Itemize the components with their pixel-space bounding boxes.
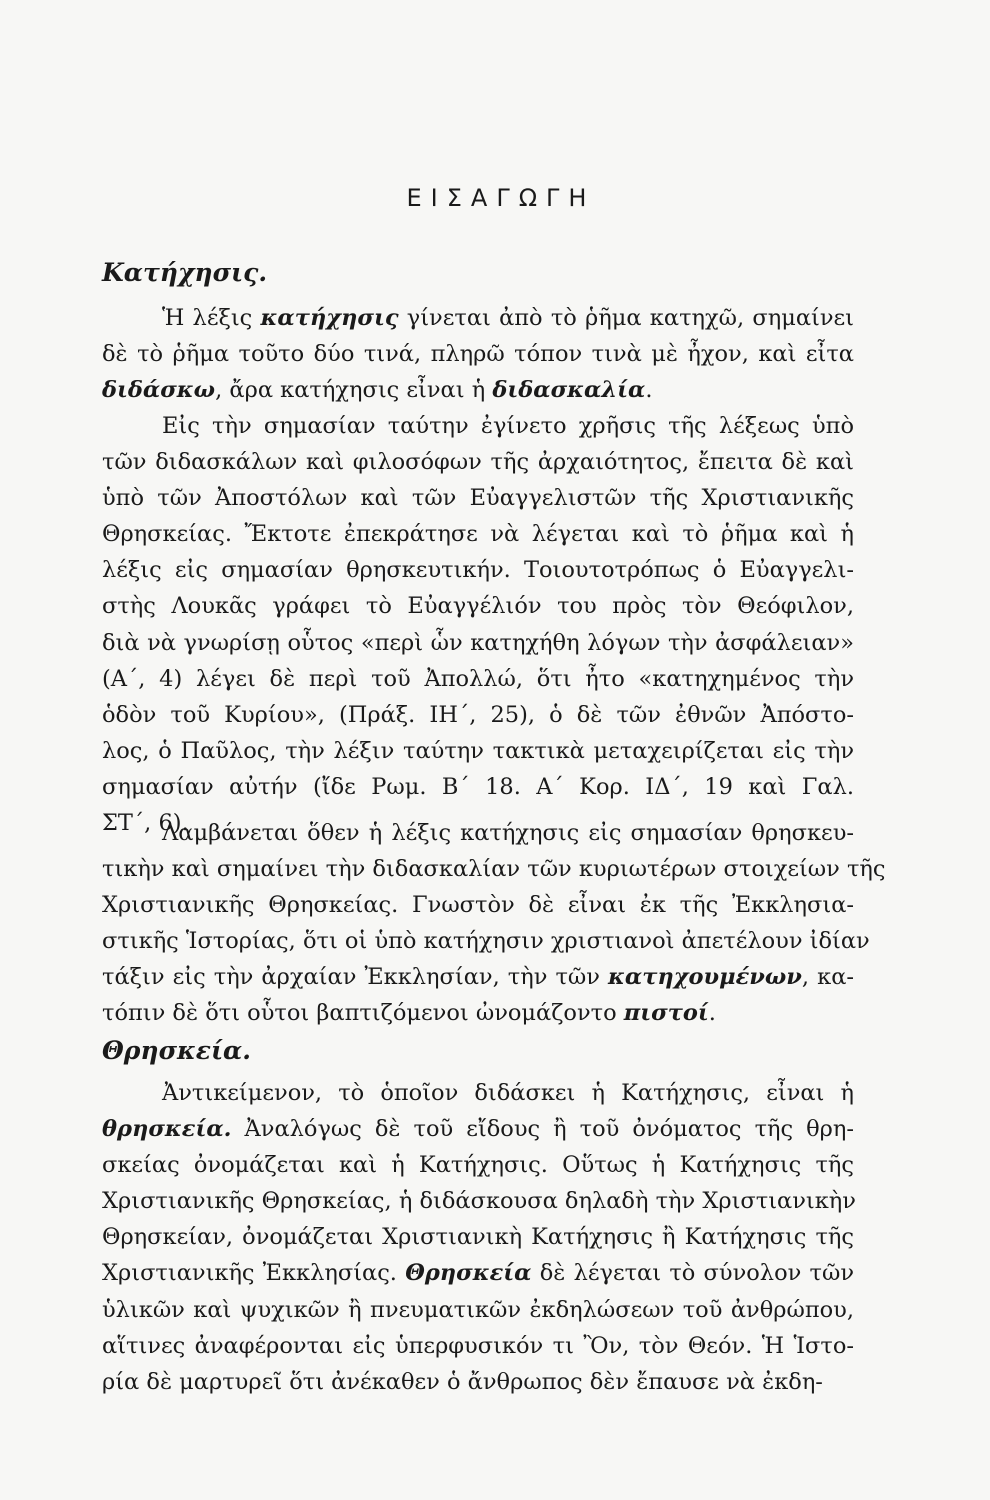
text-run: Εἰς τὴν σημασίαν ταύτην ἐγίνετο χρῆσις τῆς λέξεως ὑπὸ: [162, 413, 854, 439]
text-line: [102, 588, 854, 624]
text-run: , ἄρα κατήχησις εἶναι ἡ: [215, 377, 493, 404]
paragraph: [102, 300, 854, 408]
text-line: [102, 733, 854, 769]
text-run: ὑλικῶν καὶ ψυχικῶν ἢ πνευματικῶν ἐκδηλώσεων τοῦ ἀνθρώπου,: [102, 1296, 854, 1323]
text-line: [102, 552, 854, 588]
paragraph: [102, 815, 886, 1032]
text-line: [102, 995, 854, 1031]
text-run: (Α΄, 4) λέγει δὲ περὶ τοῦ Ἀπολλώ, ὅτι ἦτο «κατηχημένος τὴν: [102, 665, 854, 692]
emphasized-term: θρησκεία.: [102, 1116, 232, 1143]
emphasized-term: Θρησκεία: [405, 1260, 532, 1287]
emphasized-term: πιστοί: [623, 1000, 709, 1027]
text-line: [102, 1147, 854, 1183]
text-run: Θρησκείαν, ὀνομάζεται Χριστιανικὴ Κατήχησις ἢ Κατήχησις τῆς: [102, 1224, 854, 1251]
text-run: αἵτινες ἀναφέρονται εἰς ὑπερφυσικόν τι Ὂν, τὸν Θεόν. Ἡ Ἱστο-: [102, 1332, 854, 1359]
text-line: [102, 769, 854, 805]
text-run: τῶν διδασκάλων καὶ φιλοσόφων τῆς ἀρχαιότητος, ἔπειτα δὲ καὶ: [102, 449, 854, 476]
text-run: τόπιν δὲ ὅτι οὗτοι βαπτιζόμενοι ὠνομάζοντο: [102, 1000, 624, 1027]
text-line: [102, 1183, 854, 1219]
emphasized-term: κατηχουμένων: [608, 964, 802, 991]
text-run: τικὴν καὶ σημαίνει τὴν διδασκαλίαν τῶν κυριωτέρων στοιχείων τῆς: [102, 856, 886, 883]
text-line: [102, 372, 854, 408]
text-line: [102, 1075, 854, 1111]
text-run: σημασίαν αὐτήν (ἴδε Ρωμ. Β΄ 18. Α΄ Κορ. ΙΔ΄, 19 καὶ Γαλ.: [102, 773, 854, 800]
text-line: [102, 300, 854, 336]
text-run: Θρησκείας. Ἔκτοτε ἐπεκράτησε νὰ λέγεται καὶ τὸ ῥῆμα καὶ ἡ: [102, 521, 854, 548]
section-heading-katichisis: Κατήχησις.: [102, 258, 268, 287]
text-line: [102, 1292, 854, 1328]
emphasized-term: κατήχησις: [260, 305, 399, 331]
text-run: τάξιν εἰς τὴν ἀρχαίαν Ἐκκλησίαν, τὴν τῶν: [102, 964, 609, 991]
text-run: σκείας ὀνομάζεται καὶ ἡ Κατήχησις. Οὕτως ἡ Κατήχησις τῆς: [102, 1152, 854, 1179]
emphasized-term: διδάσκω: [102, 377, 216, 404]
section-heading-thriskeia: Θρησκεία.: [102, 1036, 251, 1065]
text-line: [102, 697, 854, 733]
text-run: στικῆς Ἱστορίας, ὅτι οἱ ὑπὸ κατήχησιν χριστιανοὶ ἀπετέλουν ἰδίαν: [102, 928, 870, 955]
text-line: [102, 1219, 854, 1255]
page-title: ΕΙΣΑΓΩΓΗ: [406, 184, 596, 212]
text-run: στὴς Λουκᾶς γράφει τὸ Εὐαγγέλιόν του πρὸς τὸν Θεόφιλον,: [102, 593, 854, 620]
text-run: Ἡ λέξις: [162, 305, 261, 331]
text-line: [102, 625, 854, 661]
text-run: γίνεται ἀπὸ τὸ ῥῆμα κατηχῶ, σημαίνει: [398, 305, 854, 331]
text-line: [102, 1328, 854, 1364]
text-line: [102, 851, 886, 887]
text-run: Λαμβάνεται ὅθεν ἡ λέξις κατήχησις εἰς σημασίαν θρησκευ-: [162, 820, 854, 846]
text-run: , κα-: [801, 964, 854, 991]
text-run: ὁδὸν τοῦ Κυρίου», (Πράξ. ΙΗ΄, 25), ὁ δὲ τῶν ἐθνῶν Ἀπόστο-: [102, 701, 854, 728]
text-line: [102, 336, 854, 372]
text-run: ρία δὲ μαρτυρεῖ ὅτι ἀνέκαθεν ὁ ἄνθρωπος δὲν ἔπαυσε νὰ ἐκδη-: [102, 1368, 823, 1395]
text-run: Χριστιανικῆς Θρησκείας. Γνωστὸν δὲ εἶναι ἐκ τῆς Ἐκκλησια-: [102, 892, 854, 919]
text-run: .: [708, 1000, 716, 1027]
text-run: .: [645, 377, 653, 404]
text-line: [102, 408, 854, 444]
text-line: [102, 516, 854, 552]
text-line: [102, 1364, 854, 1400]
text-run: ὑπὸ τῶν Ἀποστόλων καὶ τῶν Εὐαγγελιστῶν τῆς Χριστιανικῆς: [102, 485, 854, 512]
text-line: [102, 959, 854, 995]
text-run: λέξις εἰς σημασίαν θρησκευτικήν. Τοιουτοτρόπως ὁ Εὐαγγελι-: [102, 557, 854, 584]
text-line: [102, 1111, 854, 1147]
paragraph: [102, 408, 854, 841]
text-line: [102, 887, 854, 923]
text-run: Χριστιανικῆς Ἐκκλησίας.: [102, 1260, 406, 1287]
text-run: δὲ λέγεται τὸ σύνολον τῶν: [531, 1260, 855, 1287]
emphasized-term: διδασκαλία: [492, 377, 646, 404]
text-run: Ἀναλόγως δὲ τοῦ εἴδους ἢ τοῦ ὀνόματος τῆς θρη-: [231, 1116, 854, 1143]
text-line: [102, 661, 854, 697]
text-line: [102, 1255, 854, 1291]
text-line: [102, 815, 854, 851]
text-run: δὲ τὸ ῥῆμα τοῦτο δύο τινά, πληρῶ τόπον τινὰ μὲ ἦχον, καὶ εἶτα: [102, 341, 854, 368]
text-line: [102, 444, 854, 480]
text-line: [102, 480, 854, 516]
text-run: Χριστιανικῆς Θρησκείας, ἡ διδάσκουσα δηλαδὴ τὴν Χριστιανικὴν: [102, 1188, 856, 1215]
text-run: διὰ νὰ γνωρίσῃ οὗτος «περὶ ὧν κατηχήθη λόγων τὴν ἀσφάλειαν»: [102, 629, 854, 656]
paragraph: [102, 1075, 854, 1400]
text-run: λος, ὁ Παῦλος, τὴν λέξιν ταύτην τακτικὰ μεταχειρίζεται εἰς τὴν: [102, 737, 854, 764]
text-run: ΣΤ΄, 6).: [102, 810, 189, 837]
text-run: Ἀντικείμενον, τὸ ὁποῖον διδάσκει ἡ Κατήχησις, εἶναι ἡ: [162, 1080, 854, 1106]
text-line: [102, 923, 870, 959]
